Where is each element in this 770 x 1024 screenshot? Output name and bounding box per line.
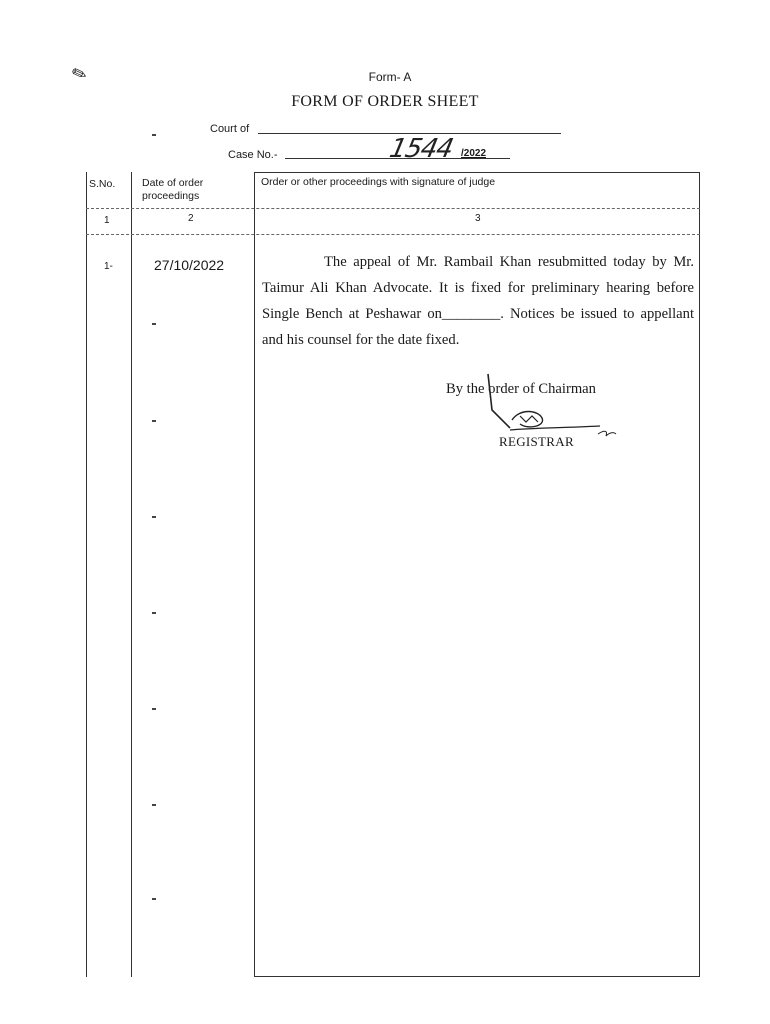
scan-dash: [152, 708, 156, 710]
scan-mark-icon: ✎: [68, 62, 90, 87]
column-number-3: 3: [475, 213, 481, 224]
table-bottom-rule: [254, 976, 700, 977]
scan-dash: [152, 420, 156, 422]
column-header-date: Date of order proceedings: [142, 177, 204, 202]
scan-dash: [152, 612, 156, 614]
column-number-1: 1: [104, 215, 110, 226]
scan-dash: [152, 323, 156, 325]
form-label: Form- A: [368, 70, 412, 84]
table-right-border: [699, 172, 700, 977]
court-label: Court of: [210, 123, 250, 135]
case-number-handwritten: 1544: [386, 134, 456, 164]
order-text: [262, 249, 694, 353]
column-header-order: Order or other proceedings with signature of judge: [261, 176, 496, 188]
case-label: Case No.-: [228, 149, 278, 161]
scan-dash: [152, 898, 156, 900]
header-top-rule: [254, 172, 700, 173]
column-header-sno: S.No.: [89, 178, 116, 190]
order-paragraph: The appeal of Mr. Rambail Khan resubmitted today by Mr. Taimur Ali Khan Advocate. It is fixed for preliminary hearing before Single Bench at Peshawar on________. Notices be issued to appellant and his counsel for the date fixed.: [262, 254, 694, 348]
case-year: /2022: [461, 148, 487, 159]
registrar-title: REGISTRAR: [499, 434, 574, 449]
numbers-bottom-rule: [86, 234, 700, 235]
page-title: FORM OF ORDER SHEET: [291, 93, 479, 110]
column-divider-1: [131, 172, 132, 977]
column-divider-2: [254, 172, 255, 977]
header-bottom-rule: [86, 208, 700, 209]
table-left-border: [86, 172, 87, 977]
scan-dash: [152, 804, 156, 806]
column-number-2: 2: [188, 213, 194, 224]
scan-dash: [152, 134, 156, 136]
row-date: 27/10/2022: [154, 257, 225, 273]
order-by-line: By the order of Chairman: [446, 381, 596, 397]
row-sno: 1-: [104, 261, 113, 272]
scan-dash: [152, 516, 156, 518]
